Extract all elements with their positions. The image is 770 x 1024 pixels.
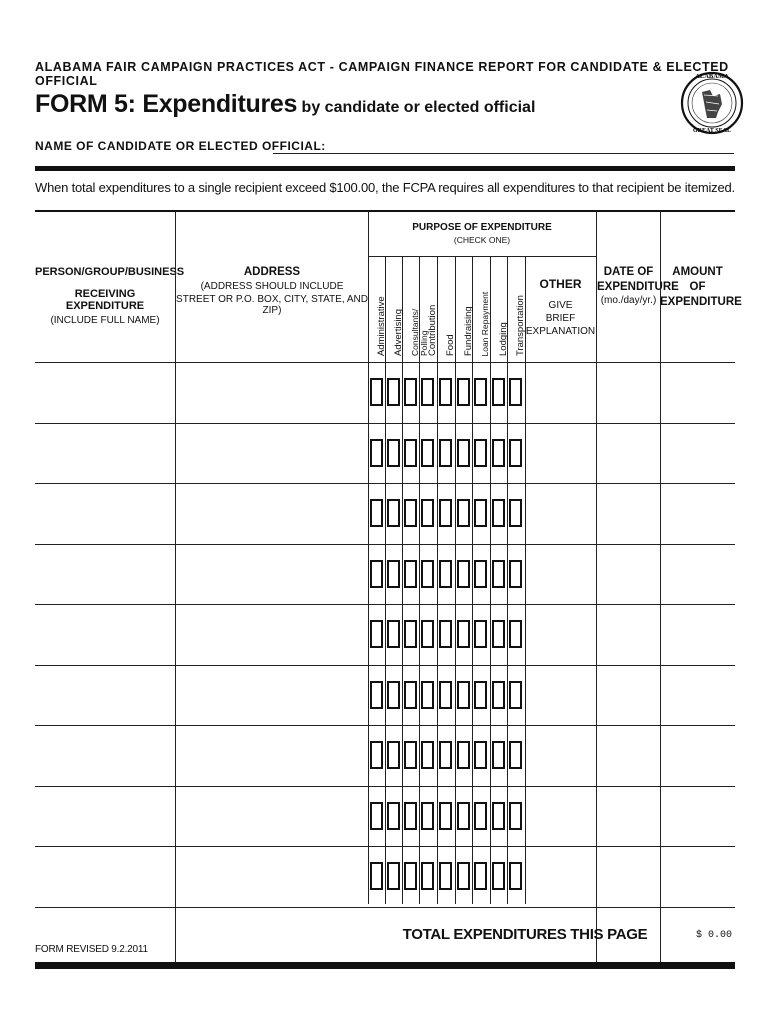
purpose-checkbox[interactable] (387, 378, 400, 406)
purpose-checkbox[interactable] (492, 802, 505, 830)
purpose-checkbox[interactable] (492, 862, 505, 890)
candidate-name-label: NAME OF CANDIDATE OR ELECTED OFFICIAL: (35, 139, 326, 153)
row-person-cell[interactable] (35, 667, 175, 724)
purpose-checkbox[interactable] (370, 620, 383, 648)
row-address-cell[interactable] (176, 364, 368, 421)
row-date-cell[interactable] (597, 788, 660, 845)
row-person-cell[interactable] (35, 485, 175, 542)
row-date-cell[interactable] (597, 485, 660, 542)
row-other-cell[interactable] (526, 667, 596, 724)
row-other-cell[interactable] (526, 788, 596, 845)
row-amount-cell[interactable] (661, 425, 735, 482)
purpose-checkbox[interactable] (457, 499, 470, 527)
purpose-checkbox[interactable] (421, 681, 434, 709)
purpose-label-text: Food (445, 334, 456, 356)
row-person-cell[interactable] (35, 425, 175, 482)
purpose-checkbox[interactable] (509, 681, 522, 709)
purpose-checkbox[interactable] (457, 378, 470, 406)
row-other-cell[interactable] (526, 364, 596, 421)
purpose-checkbox[interactable] (421, 620, 434, 648)
row-address-cell[interactable] (176, 425, 368, 482)
purpose-checkbox[interactable] (439, 499, 452, 527)
row-amount-cell[interactable] (661, 606, 735, 663)
row-other-cell[interactable] (526, 848, 596, 905)
column-header-purpose (368, 222, 596, 245)
purpose-checkbox[interactable] (404, 499, 417, 527)
purpose-checkbox[interactable] (387, 681, 400, 709)
table-top-rule (35, 210, 735, 212)
bottom-divider-bar (35, 962, 735, 969)
purpose-checkbox[interactable] (509, 862, 522, 890)
row-address-cell[interactable] (176, 848, 368, 905)
row-address-cell[interactable] (176, 485, 368, 542)
row-amount-cell[interactable] (661, 485, 735, 542)
row-other-cell[interactable] (526, 606, 596, 663)
purpose-checkbox[interactable] (370, 439, 383, 467)
top-divider-bar (35, 166, 735, 171)
purpose-checkbox[interactable] (474, 560, 487, 588)
table-row-divider (35, 604, 735, 605)
purpose-checkbox[interactable] (509, 620, 522, 648)
purpose-label-text: Contribution (427, 304, 438, 356)
purpose-label-food (438, 256, 454, 356)
other-header-l3: BRIEF (545, 313, 576, 324)
purpose-checkbox[interactable] (457, 862, 470, 890)
column-header-date (597, 266, 679, 306)
row-other-cell[interactable] (526, 546, 596, 603)
purpose-label-consultants-polling (403, 256, 429, 356)
row-person-cell[interactable] (35, 546, 175, 603)
purpose-checkbox[interactable] (387, 802, 400, 830)
purpose-checkbox[interactable] (387, 620, 400, 648)
person-header-l3: (INCLUDE FULL NAME) (50, 315, 160, 326)
purpose-checkbox[interactable] (387, 741, 400, 769)
purpose-checkbox[interactable] (370, 378, 383, 406)
row-address-cell[interactable] (176, 727, 368, 784)
row-amount-cell[interactable] (661, 364, 735, 421)
purpose-checkbox[interactable] (492, 378, 505, 406)
purpose-label-lodging (491, 256, 507, 356)
purpose-checkbox[interactable] (439, 681, 452, 709)
purpose-checkbox[interactable] (474, 499, 487, 527)
purpose-checkbox[interactable] (439, 439, 452, 467)
purpose-checkbox[interactable] (370, 499, 383, 527)
purpose-checkbox[interactable] (492, 560, 505, 588)
table-row-divider (35, 483, 735, 484)
row-address-cell[interactable] (176, 667, 368, 724)
row-date-cell[interactable] (597, 848, 660, 905)
row-amount-cell[interactable] (661, 546, 735, 603)
purpose-checkbox[interactable] (370, 560, 383, 588)
purpose-label-text: Consultants/ Polling (410, 308, 429, 356)
row-date-cell[interactable] (597, 364, 660, 421)
purpose-checkbox[interactable] (457, 741, 470, 769)
header-bottom-rule (35, 362, 735, 363)
date-header-l3: (mo./day/yr.) (600, 295, 657, 306)
purpose-label-text: Loan Repayment (480, 291, 490, 356)
purpose-checkbox[interactable] (457, 681, 470, 709)
person-header-l2: RECEIVING EXPENDITURE (65, 288, 145, 312)
purpose-checkbox[interactable] (492, 741, 505, 769)
purpose-checkbox[interactable] (439, 620, 452, 648)
purpose-checkbox[interactable] (421, 741, 434, 769)
purpose-checkbox[interactable] (421, 560, 434, 588)
alabama-seal-logo (680, 60, 744, 146)
form-title-main: FORM 5: Expenditures (35, 90, 298, 118)
candidate-name-field[interactable] (273, 153, 734, 154)
purpose-checkbox[interactable] (439, 560, 452, 588)
purpose-checkbox[interactable] (492, 620, 505, 648)
purpose-checkbox[interactable] (370, 802, 383, 830)
purpose-label-fundraising (456, 256, 472, 356)
row-other-cell[interactable] (526, 727, 596, 784)
purpose-checkbox[interactable] (457, 802, 470, 830)
row-address-cell[interactable] (176, 546, 368, 603)
total-expenditures-label: TOTAL EXPENDITURES THIS PAGE (402, 926, 648, 943)
row-person-cell[interactable] (35, 364, 175, 421)
purpose-checkbox[interactable] (474, 681, 487, 709)
purpose-label-administrative (369, 256, 385, 356)
purpose-checkbox[interactable] (474, 378, 487, 406)
column-header-amount (660, 266, 742, 308)
other-header-l4: EXPLANATION (525, 326, 596, 337)
purpose-checkbox[interactable] (421, 378, 434, 406)
row-date-cell[interactable] (597, 606, 660, 663)
row-amount-cell[interactable] (661, 667, 735, 724)
purpose-label-text: Administrative (376, 296, 387, 356)
purpose-checkbox[interactable] (474, 802, 487, 830)
row-amount-cell[interactable] (661, 727, 735, 784)
purpose-checkbox[interactable] (439, 862, 452, 890)
purpose-checkbox[interactable] (509, 741, 522, 769)
purpose-checkbox[interactable] (404, 681, 417, 709)
form-revised-date: FORM REVISED 9.2.2011 (35, 944, 148, 955)
purpose-checkbox[interactable] (404, 620, 417, 648)
row-person-cell[interactable] (35, 606, 175, 663)
purpose-checkbox[interactable] (457, 560, 470, 588)
purpose-checkbox[interactable] (404, 378, 417, 406)
purpose-checkbox[interactable] (370, 741, 383, 769)
purpose-label-loan-repayment (473, 256, 489, 356)
row-address-cell[interactable] (176, 606, 368, 663)
itemization-notice: When total expenditures to a single recipient exceed $100.00, the FCPA requires all expenditures to that recipient be itemized. (35, 180, 735, 195)
amount-header-l2: OF (689, 281, 706, 293)
purpose-checkbox[interactable] (474, 741, 487, 769)
amount-header-l3: EXPENDITURE (660, 296, 742, 308)
purpose-header-l2: (CHECK ONE) (453, 235, 511, 245)
purpose-checkbox[interactable] (439, 378, 452, 406)
purpose-checkbox[interactable] (421, 499, 434, 527)
purpose-checkbox[interactable] (421, 439, 434, 467)
row-date-cell[interactable] (597, 727, 660, 784)
purpose-checkbox[interactable] (370, 681, 383, 709)
row-date-cell[interactable] (597, 546, 660, 603)
purpose-checkbox[interactable] (509, 560, 522, 588)
purpose-label-text: Lodging (498, 322, 509, 356)
purpose-checkbox[interactable] (509, 378, 522, 406)
column-header-other (525, 277, 596, 337)
row-person-cell[interactable] (35, 727, 175, 784)
purpose-label-transportation (508, 256, 524, 356)
purpose-checkbox[interactable] (492, 681, 505, 709)
purpose-checkbox[interactable] (457, 620, 470, 648)
purpose-checkbox[interactable] (421, 862, 434, 890)
row-amount-cell[interactable] (661, 848, 735, 905)
seal-text-bottom: GREAT SEAL (693, 128, 731, 134)
purpose-checkbox[interactable] (509, 439, 522, 467)
purpose-checkbox[interactable] (492, 499, 505, 527)
purpose-checkbox[interactable] (404, 862, 417, 890)
purpose-header-l1: PURPOSE OF EXPENDITURE (412, 222, 552, 233)
purpose-checkbox[interactable] (474, 439, 487, 467)
row-other-cell[interactable] (526, 425, 596, 482)
purpose-checkbox[interactable] (387, 499, 400, 527)
table-row-divider (35, 907, 735, 908)
row-person-cell[interactable] (35, 788, 175, 845)
amount-header-l1: AMOUNT (672, 266, 723, 278)
column-header-address (176, 266, 368, 316)
form-title-sub: by candidate or elected official (301, 99, 536, 116)
total-expenditures-amount[interactable]: $ 0.00 (695, 930, 732, 941)
purpose-checkbox[interactable] (439, 802, 452, 830)
purpose-checkbox[interactable] (421, 802, 434, 830)
purpose-checkbox[interactable] (457, 439, 470, 467)
form-header-line: ALABAMA FAIR CAMPAIGN PRACTICES ACT - CAMPAIGN FINANCE REPORT FOR CANDIDATE & ELECTED OFFICIAL (35, 60, 729, 88)
person-header-l1: PERSON/GROUP/BUSINESS (35, 266, 185, 278)
purpose-label-text: Advertising (393, 309, 404, 356)
table-row-divider (35, 846, 735, 847)
row-date-cell[interactable] (597, 667, 660, 724)
other-header-l2: GIVE (548, 300, 573, 311)
row-address-cell[interactable] (176, 788, 368, 845)
purpose-checkbox[interactable] (404, 741, 417, 769)
purpose-checkbox[interactable] (474, 862, 487, 890)
purpose-checkbox[interactable] (474, 620, 487, 648)
row-other-cell[interactable] (526, 485, 596, 542)
purpose-checkbox[interactable] (404, 560, 417, 588)
purpose-label-advertising (386, 256, 402, 356)
purpose-checkbox[interactable] (439, 741, 452, 769)
purpose-checkbox[interactable] (387, 439, 400, 467)
purpose-label-text: Fundraising (463, 306, 474, 356)
row-date-cell[interactable] (597, 425, 660, 482)
other-header-l1: OTHER (539, 277, 582, 291)
purpose-checkbox[interactable] (509, 802, 522, 830)
seal-text-top: ALABAMA (695, 73, 729, 80)
purpose-checkbox[interactable] (387, 862, 400, 890)
column-header-person (35, 266, 185, 326)
table-row-divider (35, 725, 735, 726)
form-title (35, 90, 535, 119)
date-header-l2: EXPENDITURE (597, 281, 679, 293)
purpose-label-contribution (420, 256, 436, 356)
address-header-l1: ADDRESS (243, 266, 301, 278)
purpose-checkbox[interactable] (509, 499, 522, 527)
purpose-checkbox[interactable] (404, 802, 417, 830)
purpose-checkbox[interactable] (370, 862, 383, 890)
address-header-l3: STREET OR P.O. BOX, CITY, STATE, AND ZIP) (176, 294, 368, 316)
row-person-cell[interactable] (35, 848, 175, 905)
purpose-checkbox[interactable] (404, 439, 417, 467)
purpose-label-text: Transportation (515, 295, 526, 356)
row-amount-cell[interactable] (661, 788, 735, 845)
purpose-checkbox[interactable] (492, 439, 505, 467)
purpose-checkbox[interactable] (387, 560, 400, 588)
date-header-l1: DATE OF (603, 266, 654, 278)
address-header-l2: (ADDRESS SHOULD INCLUDE (200, 281, 344, 292)
